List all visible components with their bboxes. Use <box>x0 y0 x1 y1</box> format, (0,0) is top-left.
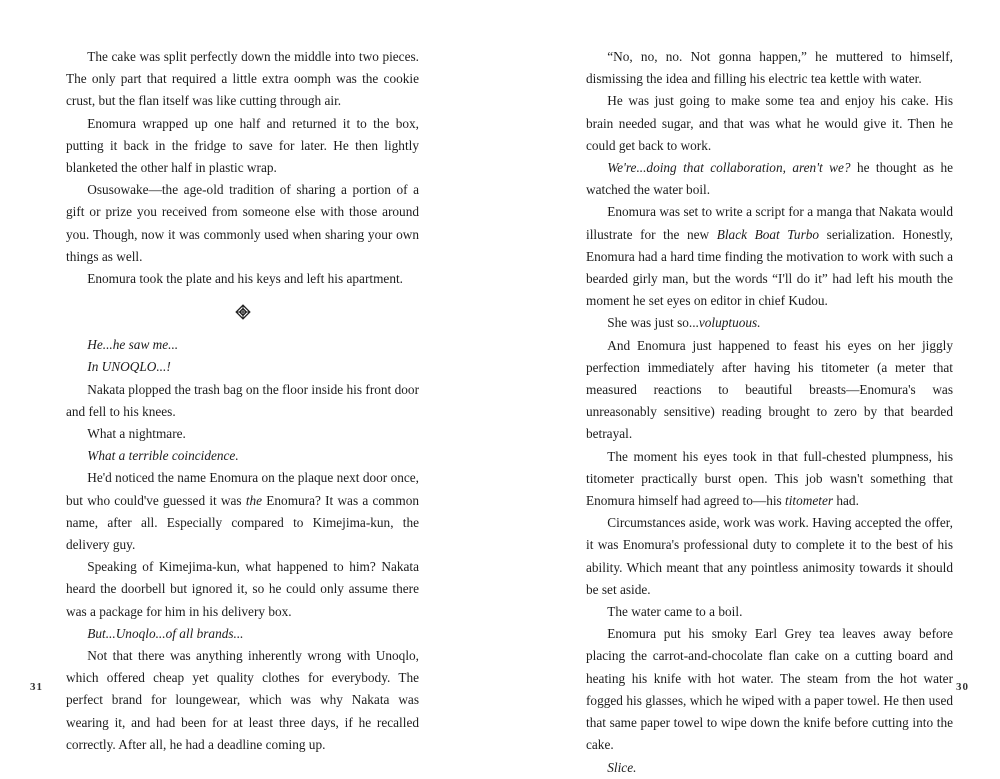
diamond-ornament-icon <box>235 304 251 320</box>
paragraph <box>66 556 419 623</box>
right-page-text <box>586 46 953 779</box>
text-run: voluptuous. <box>698 315 761 331</box>
paragraph <box>586 90 953 157</box>
paragraph <box>66 46 419 113</box>
text-run: Black Boat Turbo <box>716 226 820 242</box>
left-page <box>0 0 500 752</box>
paragraph <box>66 379 419 423</box>
paragraph <box>586 335 953 446</box>
text-run: He'd noticed the name Enomura on the plaque next door once, but who could've guessed it was <box>66 470 419 508</box>
text-run: the <box>245 492 263 508</box>
text-run: Circumstances aside, work was work. Having accepted the offer, it was Enomura's professional duty to complete it to the best of his ability. Which meant that any pointless animosity towards it should be set aside. <box>586 515 953 597</box>
paragraph <box>586 601 953 623</box>
text-run: Not that there was anything inherently wrong with Unoqlo, which offered cheap yet quality clothes for everybody. The perfect brand for loungewear, which was why Nakata was wearing it, and had been for at least three days, if he recalled correctly. After all, he had a deadline coming up. <box>66 648 419 752</box>
paragraph <box>586 512 953 601</box>
paragraph <box>586 623 953 756</box>
page-number: 30 <box>956 681 969 693</box>
text-run: What a terrible coincidence. <box>87 448 239 464</box>
paragraph <box>66 179 419 268</box>
text-run: He was just going to make some tea and enjoy his cake. His brain needed sugar, and that was what he would give it. Then he could get back to work. <box>586 93 953 153</box>
text-run: Speaking of Kimejima-kun, what happened to him? Nakata heard the doorbell but ignored it, so he could only assume there was a package for him in his delivery box. <box>66 559 419 619</box>
text-run: But...Unoqlo...of all brands... <box>87 625 244 641</box>
text-run: The water came to a boil. <box>607 604 743 620</box>
text-run: Osusowake—the age-old tradition of sharing a portion of a gift or prize you received from someone else with those around you. Though, now it was commonly used when sharing your own things as well. <box>66 182 419 264</box>
paragraph <box>586 201 953 312</box>
text-run: He...he saw me... <box>87 337 179 353</box>
text-run: Enomura? It was a common name, after all. Especially compared to Kimejima-kun, the delivery guy. <box>66 492 419 553</box>
text-run: Enomura put his smoky Earl Grey tea leaves away before placing the carrot-and-chocolate flan cake on a cutting board and heating his knife with hot water. The steam from the hot water fogged his glasses, which he wiped with a paper towel. He then used that same paper towel to wipe down the knife before cutting into the cake. <box>586 626 953 753</box>
page-number: 31 <box>30 681 43 693</box>
left-page-text <box>66 46 419 756</box>
paragraph <box>66 268 419 290</box>
text-run: Nakata plopped the trash bag on the floor inside his front door and fell to his knees. <box>66 381 419 419</box>
text-run: he thought as he watched the water boil. <box>586 160 954 198</box>
paragraph <box>586 312 953 334</box>
text-run: titometer <box>785 493 834 509</box>
paragraph <box>66 113 419 180</box>
paragraph <box>66 623 419 645</box>
paragraph <box>66 334 419 356</box>
text-run: Slice. <box>607 759 637 775</box>
paragraph <box>66 467 419 556</box>
paragraph <box>66 423 419 445</box>
paragraph <box>66 445 419 467</box>
paragraph <box>586 157 953 201</box>
paragraph <box>586 446 953 513</box>
text-run: She was just so... <box>607 315 699 331</box>
text-run: had. <box>833 493 859 509</box>
text-run: The moment his eyes took in that full-chested plumpness, his titometer practically burst open. This job wasn't something that Enomura himself had agreed to—his <box>586 448 953 509</box>
text-run: Enomura wrapped up one half and returned it to the box, putting it back in the fridge to save for later. He then lightly blanketed the other half in plastic wrap. <box>66 115 419 176</box>
text-run: Enomura was set to write a script for a manga that Nakata would illustrate for the new <box>586 204 953 242</box>
paragraphs-after-break <box>66 334 419 756</box>
text-run: We're...doing that collaboration, aren't we? <box>607 160 851 176</box>
paragraph <box>586 46 953 90</box>
paragraphs-before-break <box>66 46 419 290</box>
text-run: What a nightmare. <box>87 426 186 442</box>
text-run: The cake was split perfectly down the middle into two pieces. The only part that required a little extra oomph was the cookie crust, but the flan itself was like cutting through air. <box>66 49 419 109</box>
text-run: And Enomura just happened to feast his eyes on her jiggly perfection immediately after having his titometer (a meter that measured reactions to beautiful breasts—Enomura's was unreasonably sensitive) reading brought to zero by that bearded betrayal. <box>586 337 953 442</box>
paragraph <box>66 645 419 756</box>
paragraph <box>66 356 419 378</box>
text-run: serialization. Honestly, Enomura had a hard time finding the motivation to work with such a bearded girly man, but the words “I'll do it” had left his mouth the moment he set eyes on editor in chief Kudou. <box>586 226 953 309</box>
scene-break-ornament <box>66 290 419 334</box>
right-page <box>500 0 1000 775</box>
text-run: In UNOQLO...! <box>87 359 171 375</box>
paragraphs <box>586 46 953 779</box>
text-run: Enomura took the plate and his keys and left his apartment. <box>87 271 403 287</box>
text-run: “No, no, no. Not gonna happen,” he muttered to himself, dismissing the idea and filling his electric tea kettle with water. <box>586 49 953 87</box>
paragraph <box>586 757 953 779</box>
